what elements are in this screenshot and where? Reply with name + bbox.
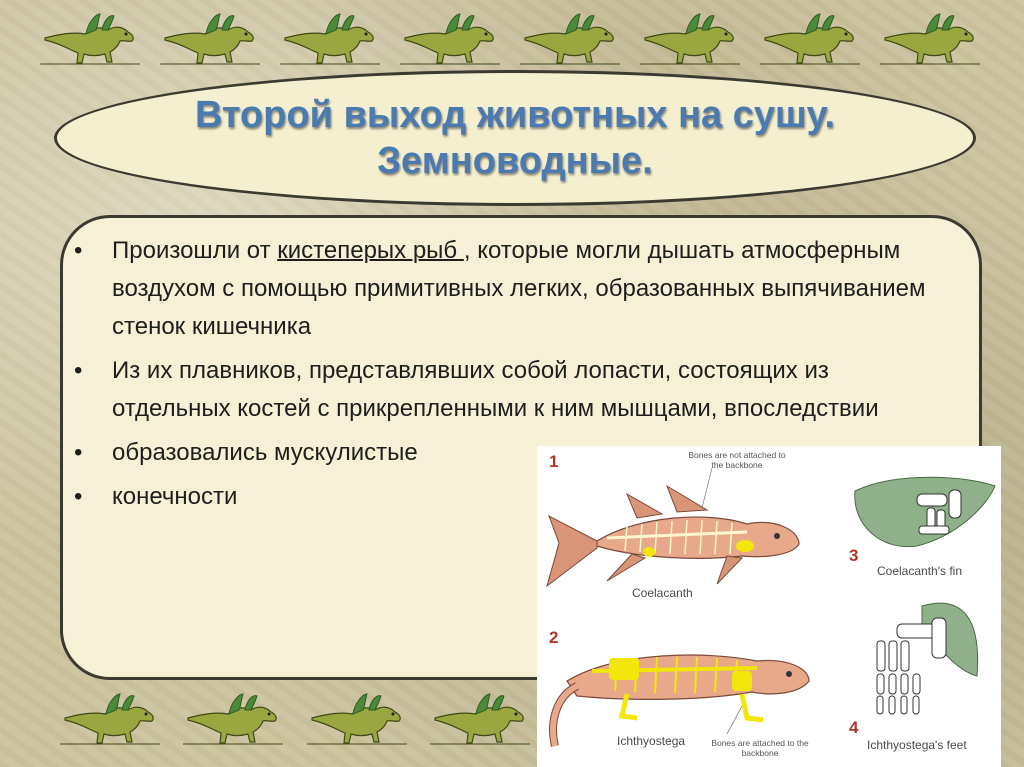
- hyperlink-lobe-finned-fish[interactable]: кистеперых рыб: [277, 237, 464, 264]
- dinosaur-icon: [183, 688, 283, 748]
- dino-border-bottom: [60, 688, 530, 748]
- bullet-text: конечности: [112, 483, 238, 510]
- bullet-dot: •: [74, 237, 83, 264]
- caption-coelacanth: Coelacanth: [632, 586, 693, 600]
- dinosaur-icon: [640, 8, 740, 68]
- bullet-text: Из их плавников, представлявших собой лопасти, состоящих из отдельных костей с прикрепленными к ним мышцами, впоследствии: [112, 357, 879, 422]
- figure-number-4: 4: [849, 718, 859, 737]
- slide-title-line2: Земноводные.: [377, 140, 653, 182]
- note-not-attached: Bones are not attached to the backbone: [688, 450, 786, 470]
- evolution-figure: [537, 446, 1001, 767]
- dinosaur-icon: [160, 8, 260, 68]
- dinosaur-icon: [430, 688, 530, 748]
- figure-number-1: 1: [549, 452, 559, 471]
- dinosaur-icon: [880, 8, 980, 68]
- dinosaur-icon: [307, 688, 407, 748]
- ichthyostega-feet-drawing: [877, 603, 978, 714]
- dino-border-top: [40, 8, 980, 68]
- bullet-text: Произошли от: [112, 237, 278, 264]
- dinosaur-icon: [520, 8, 620, 68]
- bullet-text: образовались мускулистые: [112, 439, 418, 466]
- coelacanth-drawing: [547, 486, 799, 586]
- caption-coelacanth-fin: Coelacanth's fin: [877, 564, 963, 578]
- evolution-illustration: [537, 446, 1001, 767]
- title-oval: [54, 70, 976, 206]
- dinosaur-icon: [60, 688, 160, 748]
- dinosaur-icon: [760, 8, 860, 68]
- dinosaur-icon: [40, 8, 140, 68]
- bullet-dot: •: [74, 357, 83, 384]
- caption-ichthyostega: Ichthyostega: [617, 734, 686, 748]
- bullet-dot: •: [74, 483, 83, 510]
- note-attached: Bones are attached to the backbone: [711, 738, 809, 758]
- coelacanth-fin-drawing: [855, 477, 995, 546]
- dinosaur-icon: [400, 8, 500, 68]
- bullet-dot: •: [74, 439, 83, 466]
- bullet-text: , которые могли дышать атмосферным воздухом с помощью примитивных легких, образованных выпячиванием стенок кишечника: [112, 237, 926, 340]
- bullet-item: [70, 232, 970, 346]
- dinosaur-icon: [280, 8, 380, 68]
- caption-ichthyostega-feet: Ichthyostega's feet: [867, 738, 967, 752]
- figure-number-2: 2: [549, 628, 559, 647]
- figure-number-3: 3: [849, 546, 859, 565]
- bullet-item: [70, 352, 952, 428]
- slide-title-line1: Второй выход животных на сушу.: [194, 94, 836, 136]
- ichthyostega-drawing: [553, 655, 809, 746]
